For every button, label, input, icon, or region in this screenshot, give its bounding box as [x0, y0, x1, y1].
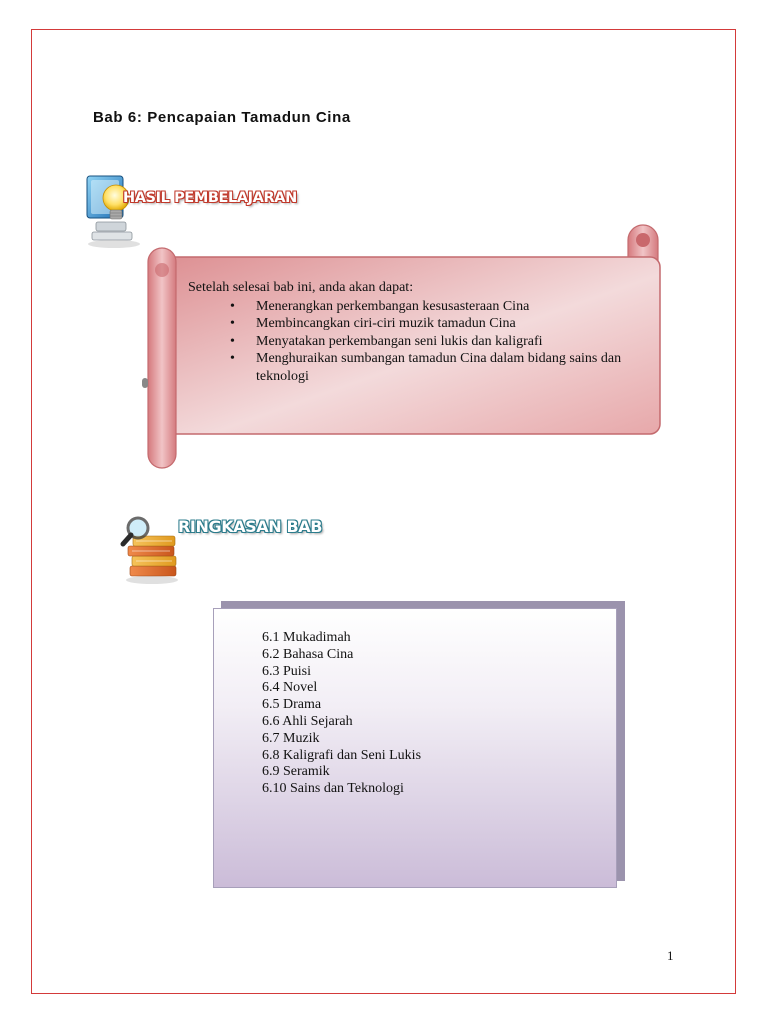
- list-item: 6.7 Muzik: [262, 730, 320, 746]
- list-item: 6.4 Novel: [262, 680, 318, 696]
- list-item: • Menerangkan perkembangan kesusasteraan Cina: [256, 298, 648, 316]
- list-item: 6.8 Kaligrafi dan Seni Lukis: [262, 747, 422, 763]
- list-item: 6.3 Puisi: [262, 663, 312, 679]
- list-item: 6.5 Drama: [262, 697, 322, 713]
- list-item: • Menyatakan perkembangan seni lukis dan kaligrafi: [256, 333, 648, 351]
- learning-outcomes-heading: HASIL PEMBELAJARAN: [123, 190, 297, 206]
- learning-outcomes-list: [188, 298, 648, 386]
- list-item: • Menghuraikan sumbangan tamadun Cina dalam bidang sains dan teknologi: [256, 350, 648, 385]
- learning-outcomes-intro: Setelah selesai bab ini, anda akan dapat:: [188, 280, 414, 295]
- list-item: 6.2 Bahasa Cina: [262, 646, 354, 662]
- summary-list: [262, 630, 421, 798]
- list-item: 6.1 Mukadimah: [262, 630, 351, 645]
- summary-heading: RINGKASAN BAB: [178, 517, 323, 536]
- list-item: 6.10 Sains dan Teknologi: [262, 781, 404, 797]
- list-item: 6.6 Ahli Sejarah: [262, 713, 353, 729]
- books-magnifier-icon: [120, 514, 182, 586]
- page-number: 1: [667, 948, 674, 963]
- chapter-title: Bab 6: Pencapaian Tamadun Cina: [93, 109, 351, 126]
- learning-outcomes-body: [188, 279, 648, 385]
- list-item: 6.9 Seramik: [262, 764, 330, 780]
- list-item: • Membincangkan ciri-ciri muzik tamadun Cina: [256, 315, 648, 333]
- lightbulb-monitor-icon: [84, 172, 148, 252]
